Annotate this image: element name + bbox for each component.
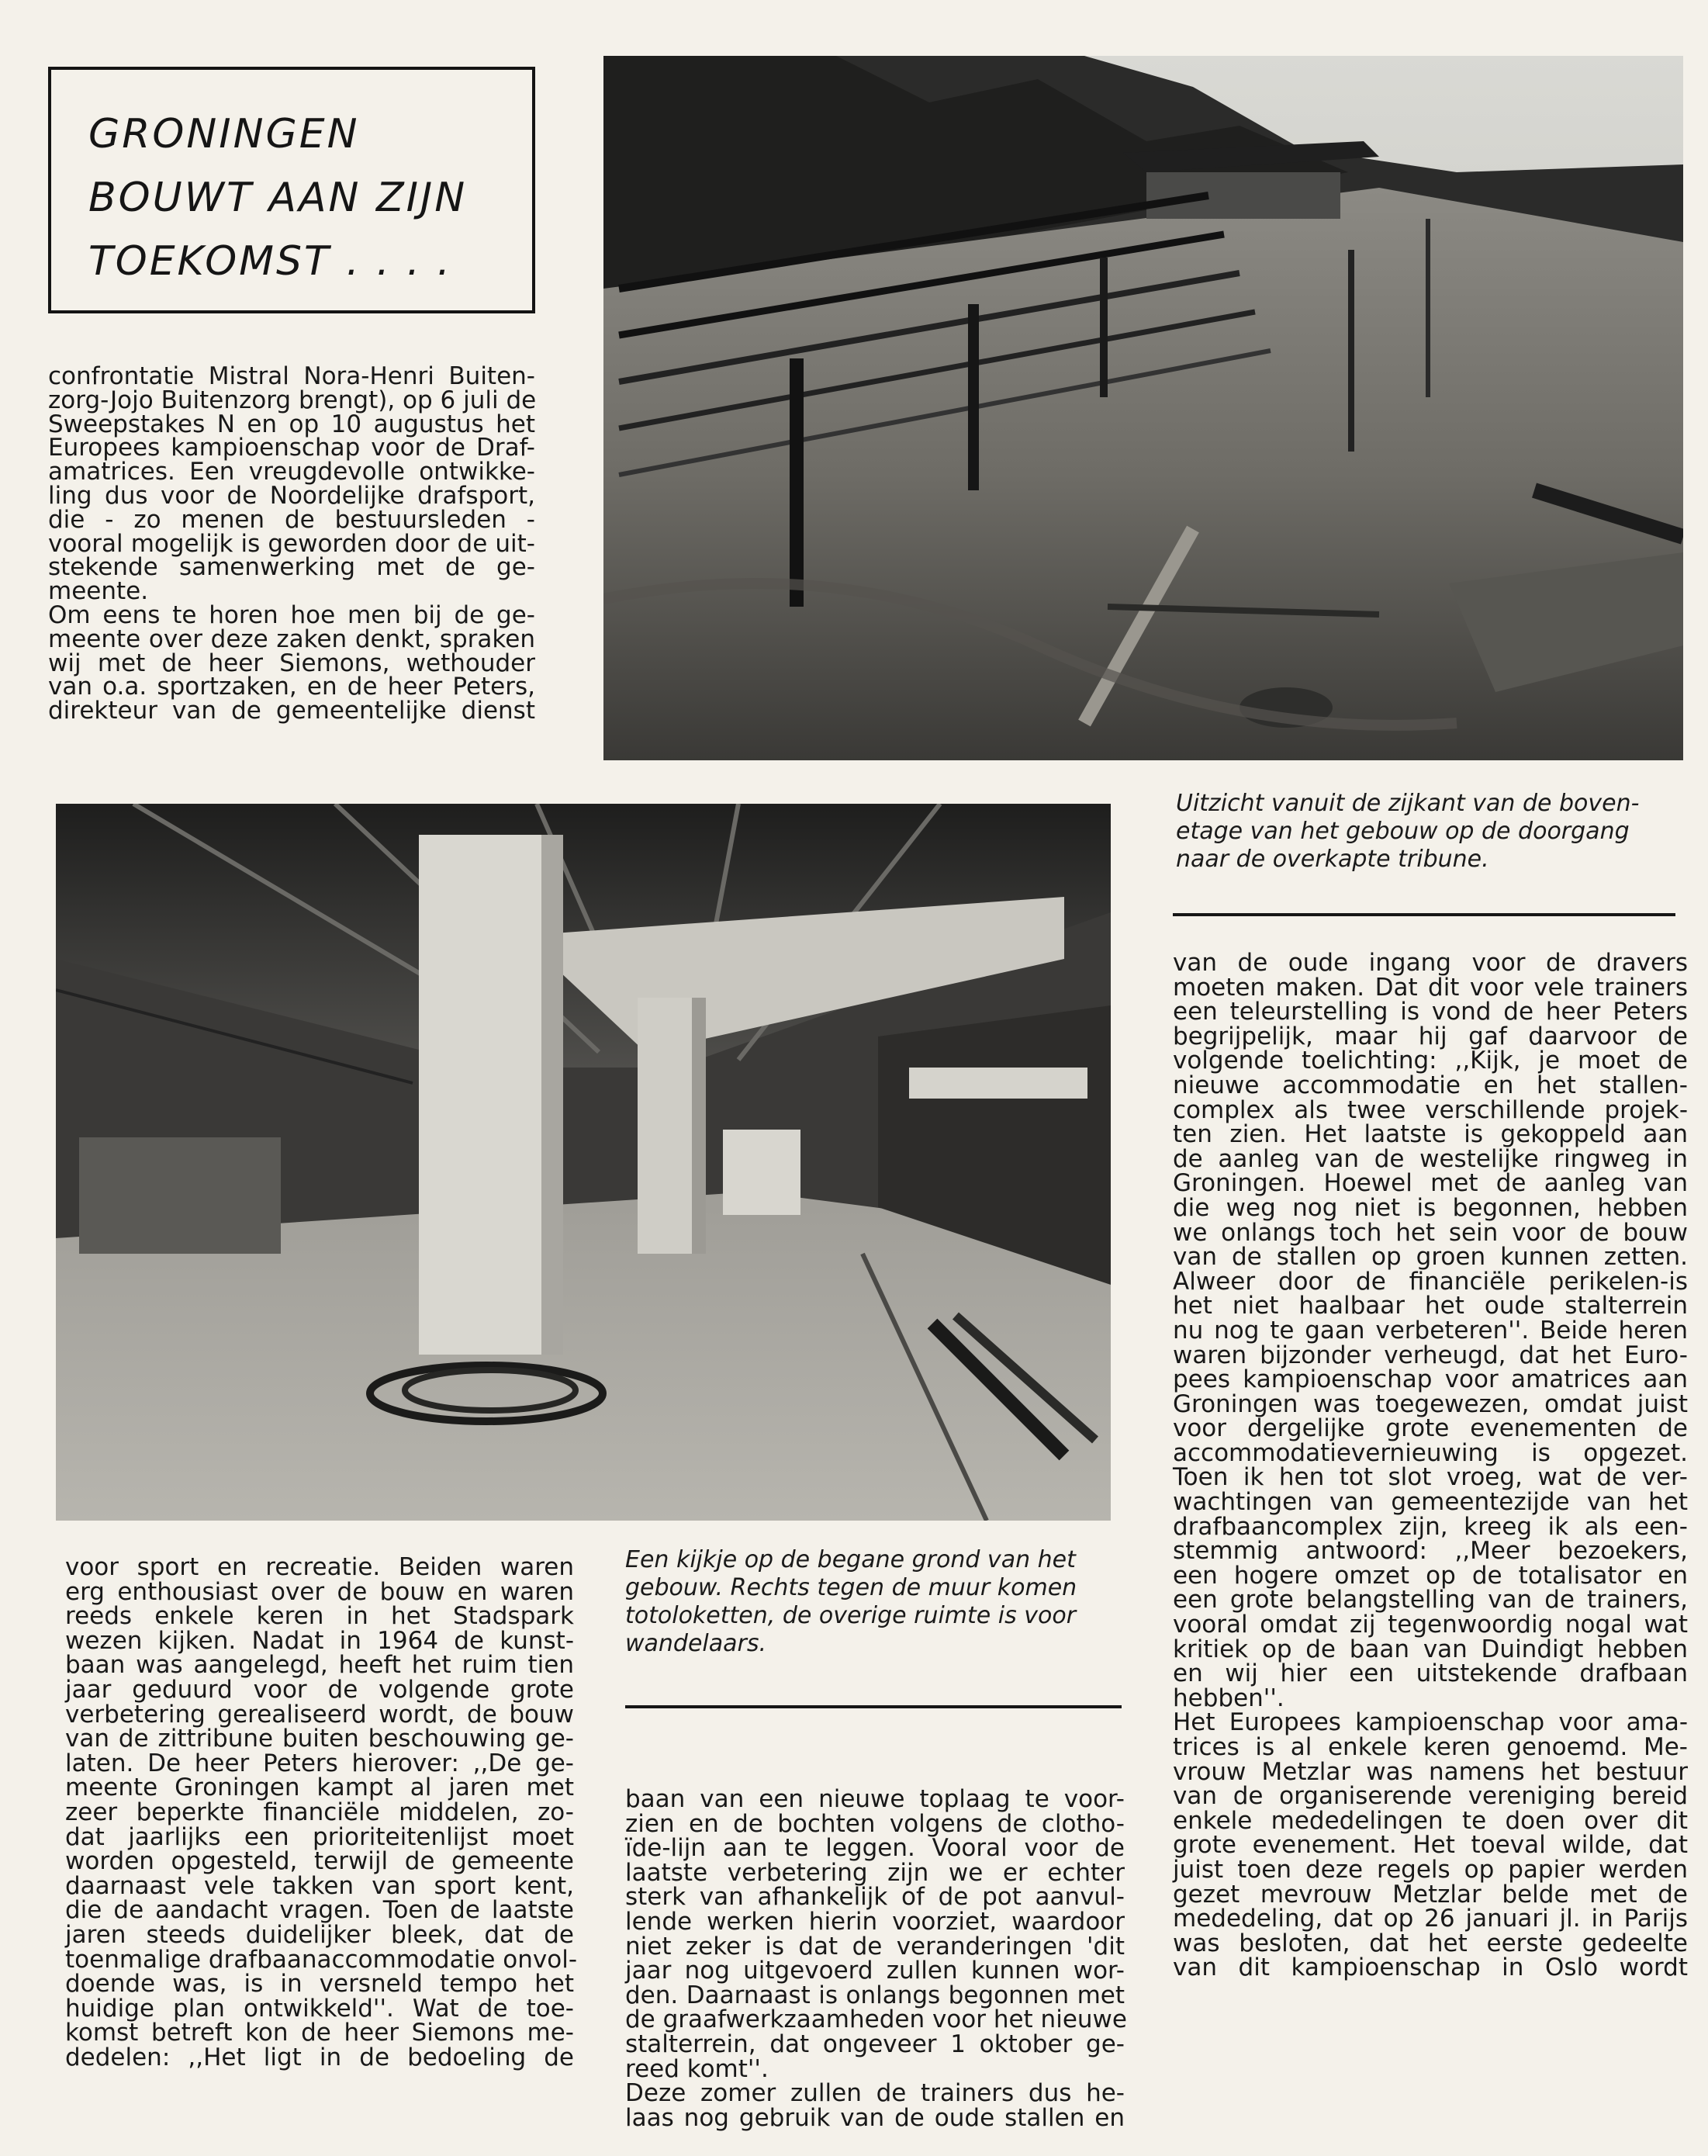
- text-line: waren bijzonder verheugd, dat het Euro-: [1173, 1341, 1688, 1369]
- text-line: worden opgesteld, terwijl de gemeente: [65, 1847, 574, 1876]
- text-line: jaar geduurd voor de volgende grote: [65, 1675, 574, 1704]
- text-line: ten zien. Het laatste is gekoppeld aan: [1173, 1120, 1688, 1149]
- text-line: wachtingen van gemeentezijde van het: [1173, 1488, 1688, 1517]
- text-line: jaar nog uitgevoerd zullen kunnen wor-: [625, 1957, 1125, 1985]
- text-line: van de zittribune buiten beschouwing ge-: [65, 1725, 574, 1753]
- text-line: niet zeker is dat de veranderingen 'dit: [625, 1932, 1125, 1960]
- text-line: lende werken hierin voorziet, waardoor: [625, 1907, 1125, 1936]
- text-line: een teleurstelling is vond de heer Peters: [1173, 998, 1688, 1026]
- text-line: accommodatievernieuwing is opgezet.: [1173, 1438, 1688, 1467]
- text-line: vooral mogelijk is geworden door de uit-: [48, 529, 535, 558]
- text-line: jaren steeds duidelijker bleek, dat de: [65, 1920, 574, 1949]
- text-line: laatste verbetering zijn we er echter: [625, 1858, 1125, 1887]
- text-line: was besloten, dat het eerste gedeelte: [1173, 1929, 1688, 1957]
- headline-box: [48, 67, 535, 313]
- text-line: juist toen deze regels op papier werden: [1173, 1855, 1688, 1884]
- text-line: zien en de bochten volgens de clotho-: [625, 1809, 1125, 1838]
- text-line: die weg nog niet is begonnen, hebben: [1173, 1193, 1688, 1222]
- text-line: baan was aangelegd, heeft het ruim tien: [65, 1651, 574, 1680]
- text-line: reeds enkele keren in het Stadspark: [65, 1602, 574, 1631]
- text-line: confrontatie Mistral Nora-Henri Buiten-: [48, 362, 535, 390]
- text-line: Uitzicht vanuit de zijkant van de boven-: [1176, 790, 1640, 817]
- text-line: Sweepstakes N en op 10 augustus het: [48, 410, 535, 438]
- text-line: de graafwerkzaamheden voor het nieuwe: [625, 2005, 1127, 2034]
- text-line: laten. De heer Peters hierover: ,,De ge-: [65, 1749, 574, 1777]
- photo-grandstand-construction: [603, 56, 1683, 760]
- column-middle: [625, 1787, 1125, 2130]
- text-line: wezen kijken. Nadat in 1964 de kunst-: [65, 1626, 574, 1655]
- text-line: Om eens te horen hoe men bij de ge-: [48, 600, 535, 629]
- text-line: Groningen was toegewezen, omdat juist: [1173, 1389, 1688, 1418]
- text-line: nieuwe accommodatie en het stallen-: [1173, 1071, 1688, 1099]
- text-line: stalterrein, dat ongeveer 1 oktober ge-: [625, 2030, 1125, 2058]
- text-line: en wij hier een uitstekende drafbaan: [1173, 1659, 1688, 1688]
- intro-column: [48, 362, 537, 725]
- text-line: naar de overkapte tribune.: [1176, 846, 1489, 873]
- text-line: vooral omdat zij tegenwoordig nogal wat: [1173, 1611, 1688, 1639]
- text-line: Toen ik hen tot slot vroeg, wat de ver-: [1173, 1463, 1688, 1492]
- text-line: stekende samenwerking met de ge-: [48, 553, 535, 582]
- text-line: direkteur van de gemeentelijke dienst: [48, 697, 535, 725]
- text-line: mededeling, dat op 26 januari jl. in Parijs: [1173, 1905, 1688, 1933]
- text-line: die de aandacht vragen. Toen de laatste: [65, 1896, 574, 1925]
- text-line: van de oude ingang voor de dravers: [1173, 949, 1688, 977]
- headline-line-2: BOUWT AAN ZIJN: [88, 175, 468, 221]
- text-line: pees kampioenschap voor amatrices aan: [1173, 1365, 1688, 1394]
- text-line: kritiek op de baan van Duindigt hebben: [1173, 1635, 1688, 1663]
- text-line: de aanleg van de westelijke ringweg in: [1173, 1144, 1688, 1173]
- text-line: vrouw Metzlar was namens het bestuur: [1173, 1757, 1688, 1786]
- text-line: trices is al enkele keren genoemd. Me-: [1173, 1733, 1688, 1761]
- text-line: baan van een nieuwe toplaag te voor-: [625, 1785, 1125, 1813]
- text-line: moeten maken. Dat dit voor vele trainers: [1173, 973, 1688, 1002]
- text-line: gebouw. Rechts tegen de muur komen: [625, 1574, 1077, 1601]
- text-line: Groningen. Hoewel met de aanleg van: [1173, 1169, 1688, 1198]
- text-line: van de stallen op groen kunnen zetten.: [1173, 1243, 1688, 1272]
- text-line: Deze zomer zullen de trainers dus he-: [625, 2079, 1125, 2108]
- divider-middle: [625, 1705, 1122, 1708]
- divider-right: [1173, 913, 1675, 916]
- column-right: [1173, 951, 1688, 1981]
- text-line: complex als twee verschillende projek-: [1173, 1095, 1688, 1124]
- text-line: meente Groningen kampt al jaren met: [65, 1774, 574, 1802]
- text-line: drafbaancomplex zijn, kreeg ik als een-: [1173, 1512, 1688, 1541]
- text-line: voor sport en recreatie. Beiden waren: [65, 1553, 574, 1581]
- text-line: wandelaars.: [625, 1630, 767, 1657]
- text-line: volgende toelichting: ,,Kijk, je moet de: [1173, 1047, 1688, 1075]
- text-line: verbetering gerealiseerd wordt, de bouw: [65, 1700, 574, 1729]
- text-line: enkele mededelingen te doen over dit: [1173, 1806, 1688, 1835]
- text-line: voor dergelijke grote evenementen de: [1173, 1414, 1688, 1443]
- text-line: van dit kampioenschap in Oslo wordt: [1173, 1954, 1688, 1982]
- text-line: van o.a. sportzaken, en de heer Peters,: [48, 673, 535, 701]
- text-line: daarnaast vele takken van sport kent,: [65, 1871, 574, 1900]
- interior-photo-art: [56, 804, 1111, 1521]
- text-line: etage van het gebouw op de doorgang: [1176, 818, 1630, 845]
- text-line: erg enthousiast over de bouw en waren: [65, 1577, 574, 1606]
- text-line: stemmig antwoord: ,,Meer bezoekers,: [1173, 1537, 1688, 1566]
- text-line: zorg-Jojo Buitenzorg brengt), op 6 juli de: [48, 386, 537, 414]
- grandstand-photo-art: [603, 56, 1683, 760]
- text-line: zeer beperkte financiële middelen, zo-: [65, 1798, 574, 1826]
- text-line: dat jaarlijks een prioriteitenlijst moet: [65, 1822, 574, 1851]
- text-line: ïde-lijn aan te leggen. Vooral voor de: [625, 1834, 1125, 1863]
- text-line: toenmalige drafbaanaccommodatie onvol-: [65, 1945, 578, 1974]
- text-line: begrijpelijk, maar hij gaf daarvoor de: [1173, 1022, 1688, 1050]
- text-line: meente over deze zaken denkt, spraken: [48, 625, 535, 653]
- text-line: Europees kampioenschap voor de Draf-: [48, 434, 535, 462]
- text-line: huidige plan ontwikkeld''. Wat de toe-: [65, 1994, 574, 2023]
- text-line: ling dus voor de Noordelijke drafsport,: [48, 481, 535, 510]
- text-line: Alweer door de financiële perikelen-is: [1173, 1267, 1688, 1296]
- text-line: komst betreft kon de heer Siemons me-: [65, 2019, 574, 2047]
- text-line: amatrices. Een vreugdevolle ontwikke-: [48, 458, 535, 486]
- text-line: dedelen: ,,Het ligt in de bedoeling de: [65, 2043, 574, 2071]
- text-line: wij met de heer Siemons, wethouder: [48, 649, 535, 677]
- text-line: laas nog gebruik van de oude stallen en: [625, 2103, 1125, 2132]
- text-line: reed komt''.: [625, 2054, 769, 2083]
- text-line: een hogere omzet op de totalisator en: [1173, 1561, 1688, 1590]
- headline-line-1: GRONINGEN: [88, 111, 360, 157]
- text-line: sterk van afhankelijk of de pot aanvul-: [625, 1883, 1125, 1912]
- text-line: grote evenement. Het toeval wilde, dat: [1173, 1831, 1688, 1860]
- text-line: hebben''.: [1173, 1684, 1284, 1712]
- text-line: we onlangs toch het sein voor de bouw: [1173, 1218, 1688, 1247]
- column-left: [65, 1553, 578, 2071]
- text-line: Een kijkje op de begane grond van het: [625, 1546, 1076, 1573]
- text-line: meente.: [48, 577, 149, 606]
- text-line: het niet haalbaar het oude stalterrein: [1173, 1292, 1688, 1320]
- text-line: den. Daarnaast is onlangs begonnen met: [625, 1981, 1125, 2009]
- text-line: van de organiserende vereniging bereid: [1173, 1782, 1688, 1811]
- text-line: nu nog te gaan verbeteren''. Beide heren: [1173, 1316, 1688, 1344]
- text-line: doende was, is in versneld tempo het: [65, 1970, 574, 1999]
- text-line: totoloketten, de overige ruimte is voor: [625, 1602, 1077, 1629]
- headline-line-3: TOEKOMST . . . .: [88, 238, 453, 285]
- text-line: die - zo menen de bestuursleden -: [48, 505, 535, 534]
- caption-interior: [625, 1546, 1122, 1658]
- text-line: Het Europees kampioenschap voor ama-: [1173, 1708, 1688, 1737]
- caption-grandstand: [1176, 790, 1672, 874]
- text-line: gezet mevrouw Metzlar belde met de: [1173, 1880, 1688, 1909]
- photo-ground-floor-interior: [56, 804, 1111, 1521]
- text-line: een grote belangstelling van de trainers,: [1173, 1586, 1688, 1614]
